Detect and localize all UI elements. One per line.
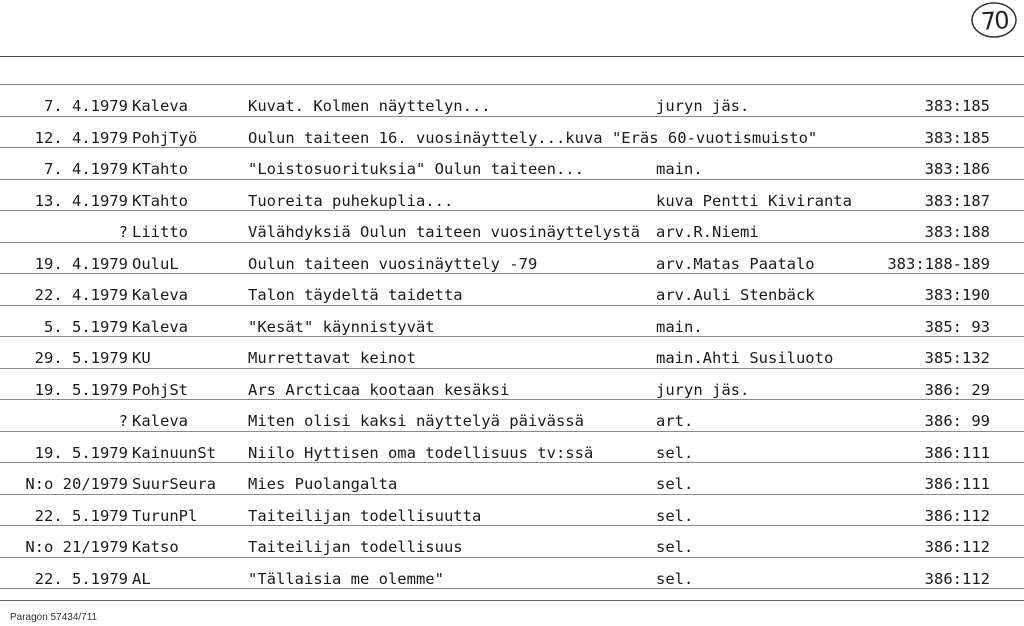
list-item — [0, 84, 1024, 117]
list-item — [0, 117, 1024, 149]
title-cell: "Tällaisia me olemme" — [248, 569, 444, 588]
top-rule — [0, 56, 1024, 57]
date-cell: 19. 5.1979 — [34, 443, 128, 462]
note-cell: main. — [656, 317, 703, 336]
paper-cell: PohjTyö — [132, 128, 198, 147]
ref-cell: 386:112 — [924, 538, 990, 556]
list-item — [0, 369, 1024, 401]
note-cell: kuva Pentti Kiviranta — [656, 191, 852, 210]
list-item — [0, 243, 1024, 275]
ref-cell: 383:186 — [924, 160, 990, 178]
paper-cell: KTahto — [132, 160, 188, 178]
list-item — [0, 148, 1024, 180]
paper-cell: OuluL — [132, 254, 179, 273]
note-cell: main.Ahti Susiluoto — [656, 349, 834, 367]
title-cell: Ars Arcticaa kootaan kesäksi — [248, 380, 510, 399]
list-item — [0, 526, 1024, 558]
title-cell: Taiteilijan todellisuutta — [248, 506, 482, 525]
footer-print: Paragon 57434/711 — [10, 612, 98, 623]
ref-cell: 383:190 — [924, 286, 990, 304]
list-item — [0, 400, 1024, 432]
paper-cell: TurunPl — [132, 506, 198, 525]
list-item — [0, 180, 1024, 212]
date-cell: 7. 4.1979 — [44, 160, 128, 178]
note-cell: juryn jäs. — [656, 380, 750, 399]
clipping-list — [0, 84, 1024, 589]
paper-cell: Katso — [132, 538, 179, 556]
note-cell: art. — [656, 412, 694, 430]
title-cell: Oulun taiteen vuosinäyttely -79 — [248, 254, 538, 273]
date-cell: ? — [118, 223, 128, 241]
paper-cell: Kaleva — [132, 412, 188, 430]
date-cell: 22. 5.1979 — [34, 569, 128, 588]
paper-cell: KU — [132, 349, 151, 367]
note-cell: sel. — [656, 506, 694, 525]
title-cell: Miten olisi kaksi näyttelyä päivässä — [248, 412, 584, 430]
title-cell: Välähdyksiä Oulun taiteen vuosinäyttelystä — [248, 223, 640, 241]
list-item — [0, 211, 1024, 243]
title-cell: "Kesät" käynnistyvät — [248, 317, 435, 336]
note-cell: sel. — [656, 538, 694, 556]
paper-cell: Liitto — [132, 223, 188, 241]
list-item — [0, 306, 1024, 338]
note-cell: arv.Auli Stenbäck — [656, 286, 815, 304]
list-item — [0, 337, 1024, 369]
bottom-rule — [0, 600, 1024, 601]
note-cell: sel. — [656, 443, 694, 462]
date-cell: N:o 20/1979 — [25, 475, 128, 493]
date-cell: 19. 4.1979 — [34, 254, 128, 273]
page-number-stamp — [968, 0, 1020, 42]
ref-cell: 386:112 — [924, 506, 990, 525]
title-cell: Taiteilijan todellisuus — [248, 538, 463, 556]
title-cell: Niilo Hyttisen oma todellisuus tv:ssä — [248, 443, 594, 462]
title-cell: Talon täydeltä taidetta — [248, 286, 463, 304]
note-cell: main. — [656, 160, 703, 178]
paper-cell: Kaleva — [132, 317, 188, 336]
ref-cell: 383:185 — [924, 128, 990, 147]
date-cell: 22. 5.1979 — [34, 506, 128, 525]
ref-cell: 386: 99 — [924, 412, 990, 430]
note-cell: sel. — [656, 475, 694, 493]
date-cell: 29. 5.1979 — [34, 349, 128, 367]
paper-cell: KTahto — [132, 191, 188, 210]
paper-cell: AL — [132, 569, 151, 588]
ref-cell: 386:111 — [924, 443, 990, 462]
list-item — [0, 495, 1024, 527]
title-cell: Kuvat. Kolmen näyttelyn... — [248, 97, 491, 115]
date-cell: 22. 4.1979 — [34, 286, 128, 304]
list-item — [0, 558, 1024, 590]
ref-cell: 386: 29 — [924, 380, 990, 399]
ref-cell: 383:187 — [924, 191, 990, 210]
paper-cell: Kaleva — [132, 97, 188, 115]
paper-cell: SuurSeura — [132, 475, 216, 493]
note-cell: sel. — [656, 569, 694, 588]
title-cell: Mies Puolangalta — [248, 475, 398, 493]
ref-cell: 383:185 — [924, 97, 990, 115]
list-item — [0, 432, 1024, 464]
list-item — [0, 274, 1024, 306]
date-cell: N:o 21/1979 — [25, 538, 128, 556]
date-cell: 7. 4.1979 — [44, 97, 128, 115]
ref-cell: 385:132 — [924, 349, 990, 367]
paper-cell: Kaleva — [132, 286, 188, 304]
date-cell: ? — [118, 412, 128, 430]
note-cell: arv.R.Niemi — [656, 223, 759, 241]
title-cell: Murrettavat keinot — [248, 349, 416, 367]
note-cell: juryn jäs. — [656, 97, 750, 115]
date-cell: 13. 4.1979 — [34, 191, 128, 210]
date-cell: 12. 4.1979 — [34, 128, 128, 147]
ref-cell: 383:188 — [924, 223, 990, 241]
title-cell: "Loistosuorituksia" Oulun taiteen... — [248, 160, 584, 178]
paper-cell: KainuunSt — [132, 443, 216, 462]
ref-cell: 386:111 — [924, 475, 990, 493]
ref-cell: 385: 93 — [924, 317, 990, 336]
date-cell: 19. 5.1979 — [34, 380, 128, 399]
page-number: 70 — [979, 6, 1009, 36]
title-cell: Tuoreita puhekuplia... — [248, 191, 454, 210]
paper-cell: PohjSt — [132, 380, 188, 399]
note-cell: arv.Matas Paatalo — [656, 254, 815, 273]
title-cell: Oulun taiteen 16. vuosinäyttely...kuva "Eräs 60-vuotismuisto" — [248, 128, 818, 147]
ref-cell: 383:188-189 — [887, 254, 990, 273]
list-item — [0, 463, 1024, 495]
date-cell: 5. 5.1979 — [44, 317, 128, 336]
ref-cell: 386:112 — [924, 569, 990, 588]
